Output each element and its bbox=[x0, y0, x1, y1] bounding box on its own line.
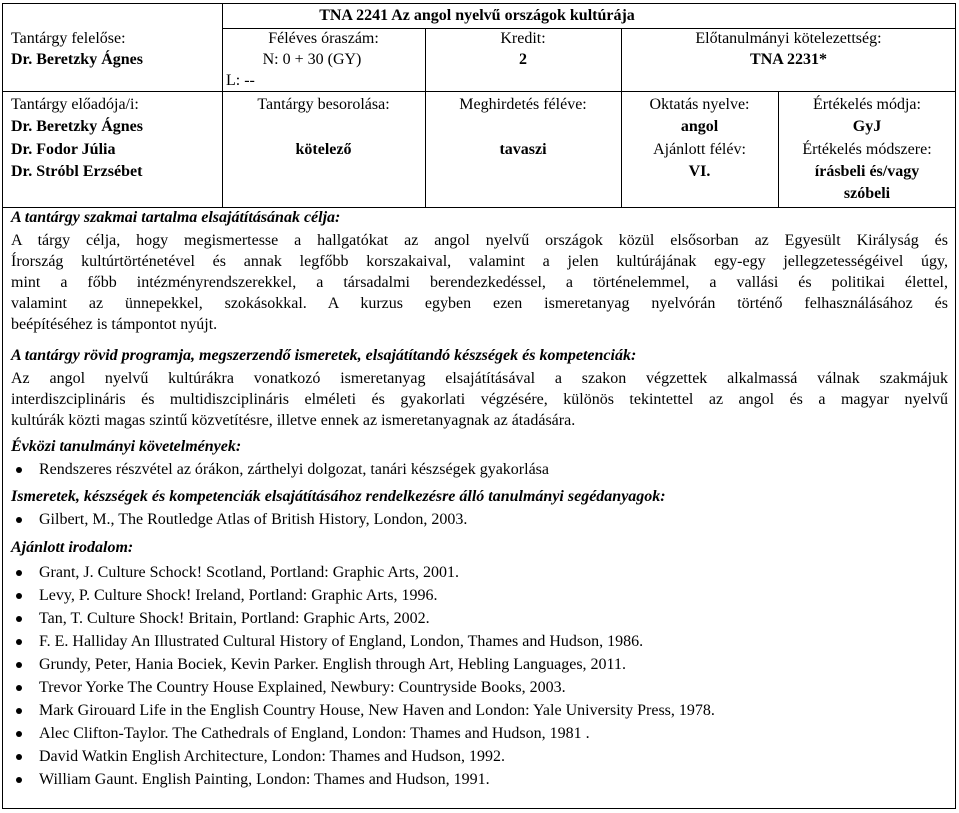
program-text bbox=[11, 369, 948, 431]
language-value: angol bbox=[680, 118, 719, 135]
credit-value: 2 bbox=[519, 51, 527, 68]
literature-list bbox=[11, 561, 941, 791]
prereq-label: Előtanulmányi kötelezettség: bbox=[695, 30, 882, 47]
responsible-label: Tantárgy felelőse: bbox=[11, 30, 126, 47]
bullet-icon bbox=[16, 570, 22, 576]
bullet-icon bbox=[16, 662, 22, 668]
lecturer-name: Dr. Beretzky Ágnes bbox=[11, 118, 143, 135]
list-item bbox=[11, 510, 941, 530]
program-line: kultúrák közti magas szintű közvetítésre, illetve ennek az ismeretanyagnak az átadására. bbox=[11, 412, 576, 429]
goal-line: valamint az ünnepekkel, szokásokkal. A kurzus egyben ezen ismeretanyag nyelvórán történő felhasználásához és bbox=[11, 295, 948, 312]
list-item-text: Alec Clifton-Taylor. The Cathedrals of England, London: Thames and Hudson, 1981 . bbox=[39, 725, 590, 742]
credit-label: Kredit: bbox=[500, 30, 546, 47]
requirements-heading: Évközi tanulmányi követelmények: bbox=[11, 438, 242, 455]
language-label: Oktatás nyelve: bbox=[649, 96, 750, 113]
goal-line: Írország kultúrtörténetével és annak legfőbb korszakaival, valamint a jelen kultúrájának egy-egy jellegzetességéivel úgy, bbox=[11, 253, 948, 270]
goal-heading: A tantárgy szakmai tartalma elsajátításának célja: bbox=[11, 209, 341, 226]
list-item-text: David Watkin English Architecture, London: Thames and Hudson, 1992. bbox=[39, 748, 506, 765]
list-item bbox=[11, 699, 941, 722]
eval-method-value: írásbeli és/vagy bbox=[814, 163, 920, 180]
bullet-icon bbox=[16, 708, 22, 714]
literature-heading: Ajánlott irodalom: bbox=[11, 539, 134, 556]
lecturer-name: Dr. Fodor Júlia bbox=[11, 141, 116, 158]
lecturer-name: Dr. Stróbl Erzsébet bbox=[11, 163, 143, 180]
list-item-text: Trevor Yorke The Country House Explained, Newbury: Countryside Books, 2003. bbox=[39, 679, 566, 696]
responsible-name: Dr. Beretzky Ágnes bbox=[11, 51, 143, 68]
goal-line: beépítéséhez is támpontot nyújt. bbox=[11, 316, 218, 333]
bullet-icon bbox=[16, 639, 22, 645]
eval-method-label: Értékelés módszere: bbox=[802, 141, 932, 158]
hours-value: N: 0 + 30 (GY) bbox=[262, 51, 362, 68]
bullet-icon bbox=[16, 754, 22, 760]
eval-method-value: szóbeli bbox=[843, 185, 891, 202]
list-item-text: F. E. Halliday An Illustrated Cultural History of England, London, Thames and Hudson, 1986. bbox=[39, 633, 644, 650]
lecturers-label: Tantárgy előadója/i: bbox=[11, 96, 139, 113]
recommended-label: Ajánlott félév: bbox=[653, 141, 746, 158]
list-item-text: Levy, P. Culture Shock! Ireland, Portland: Graphic Arts, 1996. bbox=[39, 587, 438, 604]
goal-line: mint a főbb intézményrendszerekkel, a társadalmi berendezkedéssel, a történelemmel, a vallási és politikai élettel, bbox=[11, 274, 948, 291]
recommended-value: VI. bbox=[688, 163, 711, 180]
bullet-icon bbox=[16, 517, 22, 523]
program-heading: A tantárgy rövid programja, megszerzendő ismeretek, elsajátítandó készségek és kompetenciák: bbox=[11, 347, 637, 364]
list-item-text: Grant, J. Culture Schock! Scotland, Portland: Graphic Arts, 2001. bbox=[39, 564, 459, 581]
materials-list bbox=[11, 510, 941, 530]
list-item-text: Tan, T. Culture Shock! Britain, Portland: Graphic Arts, 2002. bbox=[39, 610, 430, 627]
course-title: TNA 2241 Az angol nyelvű országok kultúrája bbox=[319, 7, 635, 24]
list-item bbox=[11, 561, 941, 584]
list-item bbox=[11, 722, 941, 745]
bullet-icon bbox=[16, 731, 22, 737]
materials-heading: Ismeretek, készségek és kompetenciák elsajátításához rendelkezésre álló tanulmányi segédanyagok: bbox=[11, 488, 666, 505]
program-line: interdiszciplináris és multidiszciplináris elméleti és gyakorlati végzésére, különös tekintettel az angol és a magyar nyelvű bbox=[11, 391, 948, 408]
bullet-icon bbox=[16, 616, 22, 622]
list-item bbox=[11, 653, 941, 676]
list-item bbox=[11, 630, 941, 653]
divider bbox=[2, 91, 956, 92]
list-item-text: Gilbert, M., The Routledge Atlas of British History, London, 2003. bbox=[39, 511, 468, 528]
goal-text bbox=[11, 231, 948, 335]
semester-label: Meghirdetés féléve: bbox=[459, 96, 587, 113]
bullet-icon bbox=[16, 685, 22, 691]
list-item bbox=[11, 768, 941, 791]
list-item bbox=[11, 607, 941, 630]
classification-label: Tantárgy besorolása: bbox=[257, 96, 390, 113]
classification-value: kötelező bbox=[295, 141, 352, 158]
prereq-value: TNA 2231* bbox=[750, 51, 827, 68]
bullet-icon bbox=[16, 467, 22, 473]
hours-label: Féléves óraszám: bbox=[268, 30, 379, 47]
program-line: Az angol nyelvű kultúrákra vonatkozó ismeretanyag elsajátításával a szakon végzettek alkalmassá válnak szakmájuk bbox=[11, 370, 948, 387]
goal-line: A tárgy célja, hogy megismertesse a hallgatókat az angol nyelvű országok közül elsősorban az Egyesült Királyság és bbox=[11, 232, 948, 249]
list-item bbox=[11, 584, 941, 607]
eval-mode-label: Értékelés módja: bbox=[813, 96, 921, 113]
eval-mode-value: GyJ bbox=[852, 118, 882, 135]
list-item-text: Grundy, Peter, Hania Bociek, Kevin Parker. English through Art, Hebling Languages, 2011. bbox=[39, 656, 626, 673]
bullet-icon bbox=[16, 593, 22, 599]
requirements-list bbox=[11, 460, 941, 480]
list-item-text: Rendszeres részvétel az órákon, zárthelyi dolgozat, tanári készségek gyakorlása bbox=[39, 461, 549, 478]
list-item-text: William Gaunt. English Painting, London: Thames and Hudson, 1991. bbox=[39, 771, 490, 788]
list-item-text: Mark Girouard Life in the English Country House, New Haven and London: Yale University Press, 1978. bbox=[39, 702, 715, 719]
list-item bbox=[11, 745, 941, 768]
hours-l: L: -- bbox=[226, 72, 255, 89]
bullet-icon bbox=[16, 777, 22, 783]
list-item bbox=[11, 676, 941, 699]
list-item bbox=[11, 460, 941, 480]
semester-value: tavaszi bbox=[499, 141, 547, 158]
